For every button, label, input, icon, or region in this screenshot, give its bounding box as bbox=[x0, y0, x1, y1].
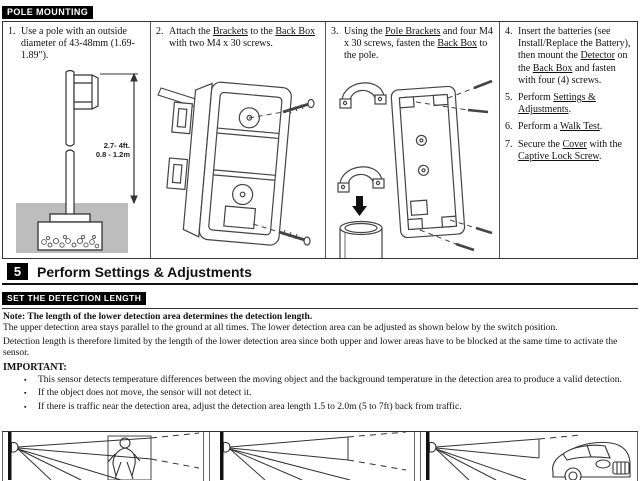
step-number: 5. bbox=[505, 91, 513, 103]
step-number: 2. bbox=[156, 26, 164, 37]
sensor-icon bbox=[12, 443, 18, 453]
important-bullet-list bbox=[2, 375, 638, 414]
bullet-item bbox=[2, 388, 638, 400]
back-box-icon bbox=[163, 78, 292, 246]
pole-icon bbox=[66, 71, 74, 219]
step-item-7 bbox=[505, 139, 631, 163]
arrow-down-icon bbox=[352, 196, 367, 216]
pole-mounting-steps-table bbox=[2, 21, 638, 259]
step-text: Using the Pole Brackets and four M4 x 30 screws, fasten the Back Box to the pole. bbox=[344, 26, 493, 62]
step-item-2 bbox=[156, 26, 321, 50]
step-cell-3 bbox=[326, 22, 500, 258]
step-text: Secure the Cover with the Captive Lock Screw. bbox=[518, 138, 622, 162]
step-text: Insert the batteries (see Install/Replace the Battery), then mount the Detector on the Back Box and fasten with four (4) screws. bbox=[518, 26, 631, 86]
step-number: 6. bbox=[505, 121, 513, 133]
pole-clamp-icon bbox=[338, 83, 386, 192]
detection-diagram-medium bbox=[210, 432, 414, 480]
step-number: 4. bbox=[505, 26, 513, 37]
step-number: 3. bbox=[331, 26, 339, 37]
step-text: Perform a Walk Test. bbox=[518, 121, 603, 133]
height-dimension-label-line1: 2.7- 4ft. bbox=[103, 141, 130, 150]
person-icon bbox=[108, 438, 140, 479]
wall-icon bbox=[8, 432, 12, 480]
step-item-6 bbox=[505, 121, 631, 133]
step-item-4 bbox=[505, 26, 631, 87]
dimension-arrow bbox=[100, 74, 138, 203]
step-cell-4 bbox=[500, 22, 635, 258]
detection-diagram-car bbox=[421, 432, 633, 480]
height-dimension-label-line2: 0.8 - 1.2m bbox=[95, 150, 130, 159]
wall-icon bbox=[426, 432, 430, 480]
diagram-car-panel bbox=[420, 432, 638, 481]
upper-beam bbox=[230, 432, 406, 470]
step-cell-2 bbox=[151, 22, 326, 258]
car-icon bbox=[553, 442, 630, 480]
bullet-text: If there is traffic near the detection area, adjust the detection area length 1.5 to 2.0m (5 to 7ft) back from traffic. bbox=[38, 401, 462, 412]
bullet-text: If the object does not move, the sensor will not detect it. bbox=[38, 388, 252, 399]
back-box-open-icon bbox=[391, 86, 465, 238]
lower-beams bbox=[436, 449, 526, 480]
step-cell-1 bbox=[3, 22, 151, 258]
bullet-icon: ▪ bbox=[24, 402, 27, 411]
pole-mounting-illustration bbox=[4, 62, 150, 258]
detector-icon bbox=[74, 75, 98, 109]
step-number: 1. bbox=[8, 26, 16, 37]
step-item-3 bbox=[331, 26, 495, 63]
upper-beam bbox=[436, 435, 581, 458]
detection-length-bar: SET THE DETECTION LENGTH bbox=[2, 292, 146, 305]
important-label: IMPORTANT: bbox=[3, 361, 67, 373]
wall-icon bbox=[220, 432, 224, 480]
bullet-item bbox=[2, 402, 638, 414]
diagram-person-panel bbox=[2, 432, 204, 481]
note-text: Note: The length of the lower detection area determines the detection length. bbox=[3, 312, 313, 322]
sensor-icon bbox=[430, 443, 436, 453]
step-item-1 bbox=[8, 26, 146, 63]
section5-header bbox=[2, 263, 638, 285]
step-text: Perform Settings & Adjustments. bbox=[518, 91, 596, 116]
pole-mounting-title-bar: POLE MOUNTING bbox=[2, 6, 93, 19]
pole-bracket-fastening-illustration bbox=[328, 68, 494, 258]
step-text: Use a pole with an outside diameter of 43-48mm (1.69-1.89"). bbox=[21, 26, 135, 62]
step-text: Attach the Brackets to the Back Box with two M4 x 30 screws. bbox=[169, 26, 316, 50]
step-item-5 bbox=[505, 92, 631, 116]
pole-icon bbox=[340, 222, 382, 259]
paragraph-upper-area: The upper detection area stays parallel to the ground at all times. The lower detection area can be adjusted as shown below by the switch position. bbox=[3, 323, 558, 333]
detection-diagrams bbox=[2, 431, 638, 480]
paragraph-detection-length: Detection length is therefore limited by the length of the lower detection area since both upper and lower areas have to be blocked at the same time to activate the sensor. bbox=[3, 336, 618, 359]
step-number: 7. bbox=[505, 138, 513, 150]
lower-beams bbox=[18, 449, 121, 480]
section5-title: Perform Settings & Adjustments bbox=[37, 263, 252, 280]
bullet-item bbox=[2, 375, 638, 387]
sensor-icon bbox=[224, 443, 230, 453]
back-box-brackets-illustration bbox=[153, 72, 319, 258]
diagram-medium-panel bbox=[209, 432, 415, 481]
bullet-text: This sensor detects temperature differences between the moving object and the background temperature in the detection area to produce a valid detection. bbox=[38, 374, 622, 385]
divider bbox=[2, 308, 638, 309]
bullet-icon: ▪ bbox=[24, 389, 27, 398]
section5-number-badge: 5 bbox=[7, 263, 28, 280]
bullet-icon: ▪ bbox=[24, 375, 27, 384]
detection-diagram-person bbox=[3, 432, 203, 480]
